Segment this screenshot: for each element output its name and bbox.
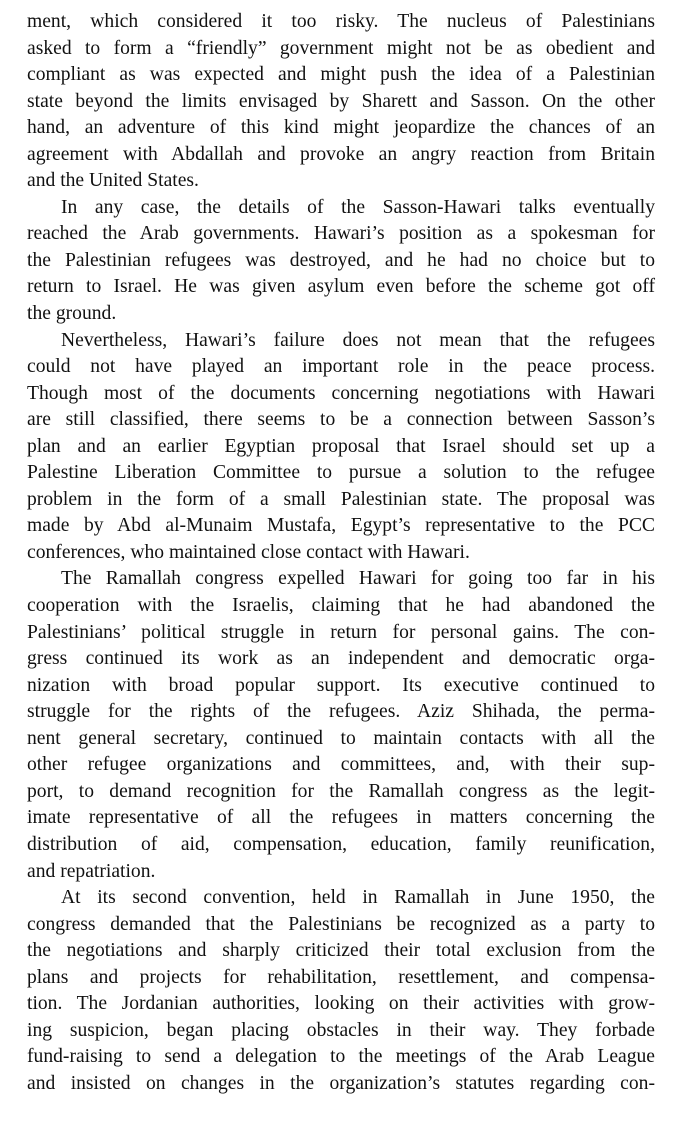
text-line: the negotiations and sharply criticized their total exclusion from the	[27, 940, 655, 962]
text-line: and repatriation.	[27, 860, 156, 882]
text-line: ing suspicion, began placing obstacles in their way. They forbade	[27, 1019, 655, 1041]
text-line: and insisted on changes in the organization’s statutes regarding con-	[27, 1072, 655, 1094]
text-line: port, to demand recognition for the Ramallah congress as the legit-	[27, 780, 655, 802]
text-line: reached the Arab governments. Hawari’s position as a spokesman for	[27, 223, 655, 245]
text-line: Though most of the documents concerning negotiations with Hawari	[27, 382, 655, 404]
text-line: state beyond the limits envisaged by Sharett and Sasson. On the other	[27, 90, 655, 112]
text-line: hand, an adventure of this kind might jeopardize the chances of an	[27, 117, 655, 139]
text-line: fund-raising to send a delegation to the meetings of the Arab League	[27, 1046, 655, 1068]
text-line: nent general secretary, continued to maintain contacts with all the	[27, 727, 655, 749]
text-line: gress continued its work as an independent and democratic orga-	[27, 648, 655, 670]
paragraph-first-line: Nevertheless, Hawari’s failure does not mean that the refugees	[61, 329, 655, 351]
text-line: could not have played an important role in the peace process.	[27, 356, 655, 378]
text-line: problem in the form of a small Palestinian state. The proposal was	[27, 488, 655, 510]
text-line: asked to form a “friendly” government might not be as obedient and	[27, 37, 655, 59]
text-line: struggle for the rights of the refugees. Aziz Shihada, the perma-	[27, 701, 655, 723]
text-line: Palestine Liberation Committee to pursue a solution to the refugee	[27, 462, 655, 484]
text-line: made by Abd al-Munaim Mustafa, Egypt’s representative to the PCC	[27, 515, 655, 537]
paragraph-first-line: At its second convention, held in Ramallah in June 1950, the	[61, 887, 655, 909]
text-line: return to Israel. He was given asylum even before the scheme got off	[27, 276, 655, 298]
text-line: agreement with Abdallah and provoke an angry reaction from Britain	[27, 143, 655, 165]
text-line: Palestinians’ political struggle in return for personal gains. The con-	[27, 621, 655, 643]
text-line: conferences, who maintained close contact with Hawari.	[27, 541, 470, 563]
paragraph-first-line: In any case, the details of the Sasson-Hawari talks eventually	[61, 196, 655, 218]
text-line: tion. The Jordanian authorities, looking on their activities with grow-	[27, 993, 655, 1015]
text-line: and the United States.	[27, 170, 199, 192]
text-line: ment, which considered it too risky. The nucleus of Palestinians	[27, 11, 655, 32]
text-line: nization with broad popular support. Its executive continued to	[27, 674, 655, 696]
text-line: distribution of aid, compensation, education, family reunification,	[27, 833, 655, 855]
text-line: plans and projects for rehabilitation, resettlement, and compensa-	[27, 966, 655, 988]
text-line: cooperation with the Israelis, claiming that he had abandoned the	[27, 595, 655, 617]
text-line: the ground.	[27, 303, 117, 325]
text-line: the Palestinian refugees was destroyed, and he had no choice but to	[27, 249, 655, 271]
text-line: congress demanded that the Palestinians be recognized as a party to	[27, 913, 655, 935]
text-line: compliant as was expected and might push the idea of a Palestinian	[27, 64, 655, 86]
document-body	[27, 9, 655, 1097]
text-line: are still classified, there seems to be a connection between Sasson’s	[27, 409, 655, 431]
text-line: plan and an earlier Egyptian proposal that Israel should set up a	[27, 435, 655, 457]
text-line: imate representative of all the refugees in matters concerning the	[27, 807, 655, 829]
text-line: other refugee organizations and committees, and, with their sup-	[27, 754, 655, 776]
paragraph-first-line: The Ramallah congress expelled Hawari for going too far in his	[61, 568, 655, 590]
